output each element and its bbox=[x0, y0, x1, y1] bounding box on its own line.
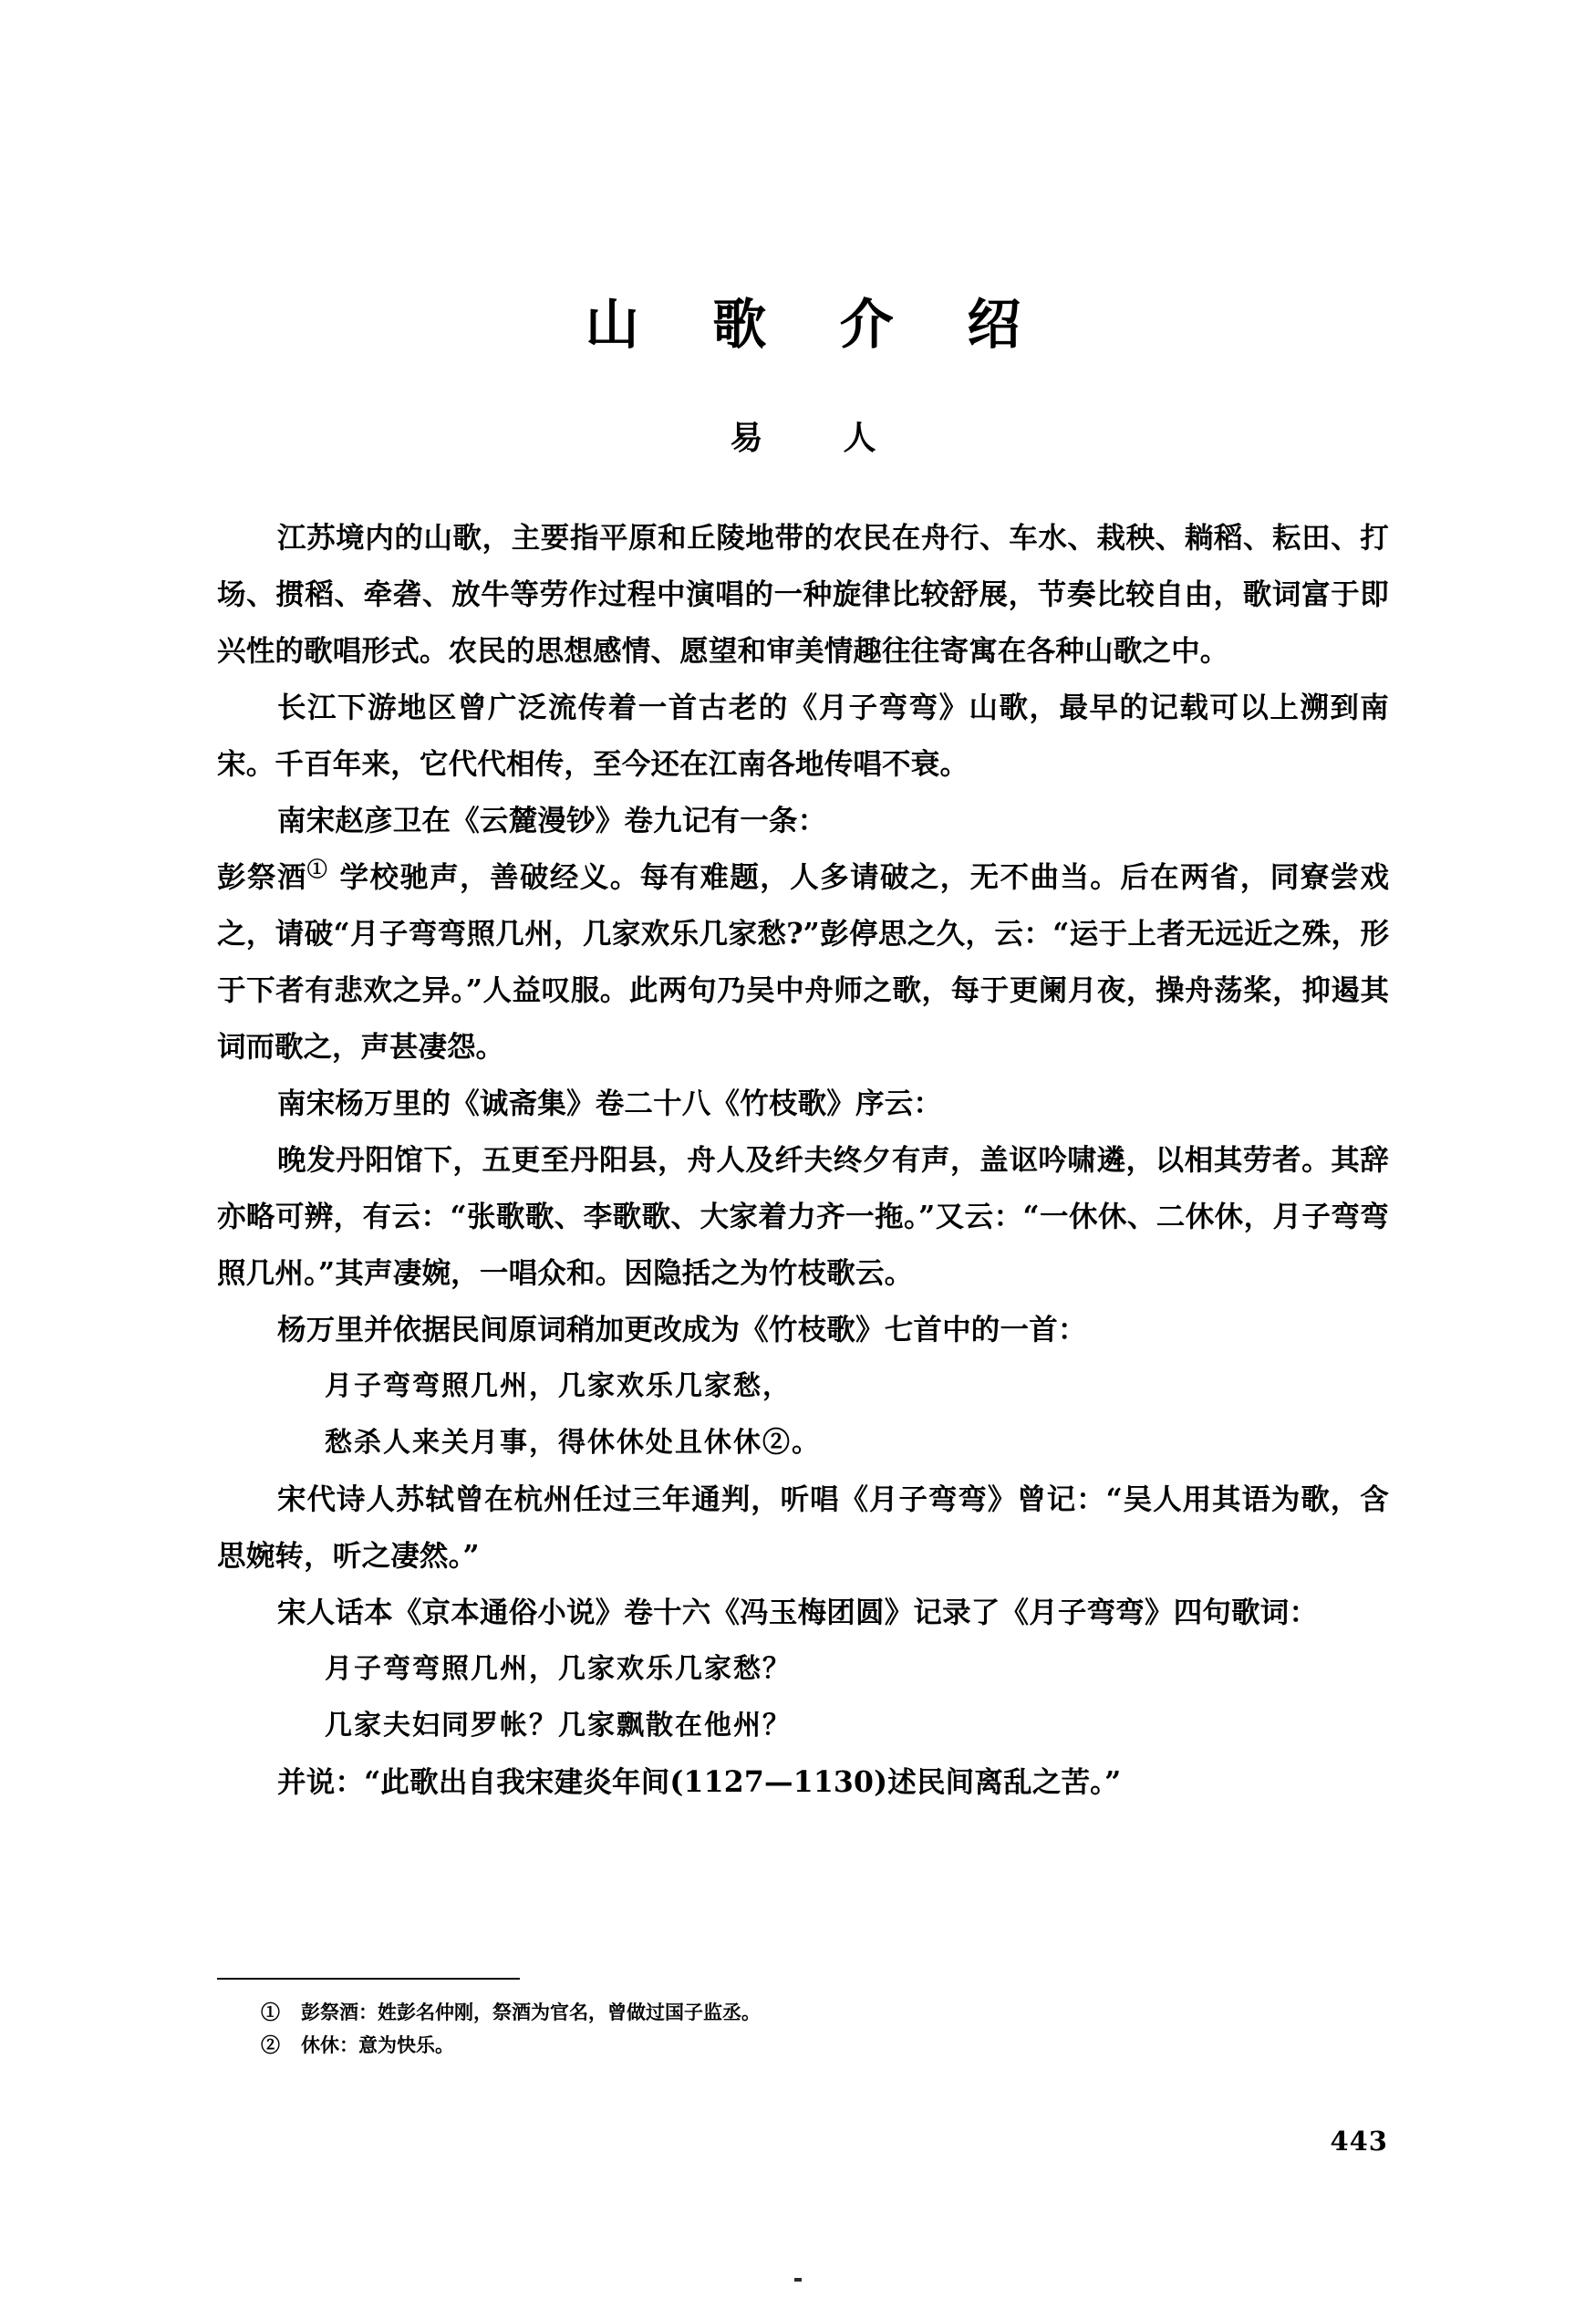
footnote-text-1: 彭祭酒：姓彭名仲刚，祭酒为官名，曾做过国子监丞。 bbox=[301, 2001, 761, 2023]
page-content bbox=[217, 0, 1389, 1811]
footnote-text-2: 休休：意为快乐。 bbox=[301, 2033, 454, 2056]
quotation-body: 学校驰声，善破经义。每有难题，人多请破之，无不曲当。后在两省，同寮尝戏之，请破“月子弯弯照几州，几家欢乐几家愁?”彭停思之久，云：“运于上者无远近之殊，形于下者有悲欢之异。”人益叹服。此两句乃吴中舟师之歌，每于更阑月夜，操舟荡桨，抑遏其词而歌之，声甚凄怨。 bbox=[217, 859, 1389, 1064]
paragraph-10: 并说：“此歌出自我宋建炎年间(1127—1130)述民间离乱之苦。” bbox=[277, 1764, 1122, 1799]
page-bottom-registration-mark bbox=[794, 2278, 802, 2282]
paragraph-3: 南宋赵彦卫在《云麓漫钞》卷九记有一条： bbox=[277, 803, 827, 837]
page-title: 山 歌 介 绍 bbox=[585, 293, 1049, 356]
paragraph-9: 宋人话本《京本通俗小说》卷十六《冯玉梅团圆》记录了《月子弯弯》四句歌词： bbox=[277, 1595, 1319, 1629]
footnote-marker-1: ① bbox=[306, 858, 329, 882]
verse-two-line-2: 几家夫妇同罗帐？几家飘散在他州？ bbox=[325, 1709, 792, 1742]
paragraph-2: 长江下游地区曾广泛流传着一首古老的《月子弯弯》山歌，最早的记载可以上溯到南宋。千百年来，它代代相传，至今还在江南各地传唱不衰。 bbox=[217, 690, 1389, 781]
paragraph-1: 江苏境内的山歌，主要指平原和丘陵地带的农民在舟行、车水、栽秧、耥稻、耘田、打场、掼稻、牵砻、放牛等劳作过程中演唱的一种旋律比较舒展，节奏比较自由，歌词富于即兴性的歌唱形式。农民的思想感情、愿望和审美情趣往往寄寓在各种山歌之中。 bbox=[217, 520, 1389, 668]
footnote-marker-circled-2: ② bbox=[261, 2033, 280, 2056]
footnote-item-2 bbox=[217, 2029, 1389, 2062]
page-number: 443 bbox=[1330, 2126, 1388, 2157]
verse-one-line-1: 月子弯弯照几州，几家欢乐几家愁， bbox=[325, 1369, 792, 1402]
verse-one-line-2: 愁杀人来关月事，得休休处且休休②。 bbox=[325, 1426, 821, 1459]
footnote-item-1 bbox=[217, 1996, 1389, 2029]
article-body bbox=[217, 510, 1389, 1811]
quotation-lead-in: 彭祭酒 bbox=[217, 859, 307, 894]
paragraph-6: 晚发丹阳馆下，五更至丹阳县，舟人及纤夫终夕有声，盖讴吟啸遴，以相其劳者。其辞亦略可辨，有云：“张歌歌、李歌歌、大家着力齐一拖。”又云：“一休休、二休休，月子弯弯照几州。”其声凄婉，一唱众和。因隐括之为竹枝歌云。 bbox=[217, 1142, 1389, 1290]
author-byline: 易 人 bbox=[730, 418, 900, 457]
paragraph-8: 宋代诗人苏轼曾在杭州任过三年通判，听唱《月子弯弯》曾记：“吴人用其语为歌，含思婉转，听之凄然。” bbox=[217, 1482, 1389, 1573]
verse-two-line-1: 月子弯弯照几州，几家欢乐几家愁？ bbox=[325, 1652, 792, 1685]
paragraph-7: 杨万里并依据民间原词稍加更改成为《竹枝歌》七首中的一首： bbox=[277, 1312, 1087, 1347]
paragraph-4-quotation bbox=[217, 849, 1389, 1076]
paragraph-5: 南宋杨万里的《诚斋集》卷二十八《竹枝歌》序云： bbox=[277, 1086, 943, 1120]
footnote-area bbox=[217, 1978, 1389, 2062]
footnote-separator-rule bbox=[217, 1978, 520, 1980]
footnote-marker-circled-1: ① bbox=[261, 2001, 280, 2023]
